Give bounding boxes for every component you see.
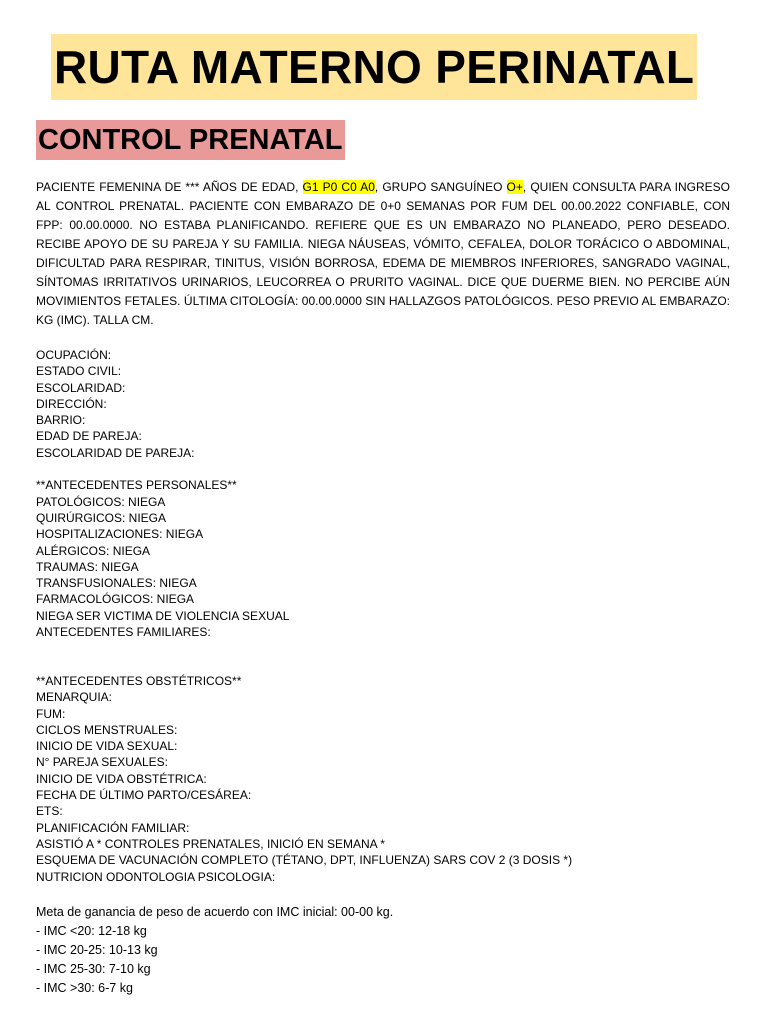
spacer	[36, 640, 730, 656]
social-line: DIRECCIÓN:	[36, 396, 107, 411]
obstetric-history-line: FECHA DE ÚLTIMO PARTO/CESÁREA:	[36, 788, 252, 803]
title-block	[51, 34, 697, 100]
weight-goal-heading: Meta de ganancia de peso de acuerdo con IMC inicial: 00-00 kg.	[36, 904, 394, 919]
obstetric-history-line: NUTRICION ODONTOLOGIA PSICOLOGIA:	[36, 869, 276, 884]
section-heading: CONTROL PRENATAL	[36, 120, 345, 160]
obstetric-history-line: MENARQUIA:	[36, 690, 113, 705]
social-line: ESCOLARIDAD:	[36, 380, 126, 395]
personal-history-line: TRAUMAS: NIEGA	[36, 559, 139, 574]
personal-history-line: HOSPITALIZACIONES: NIEGA	[36, 527, 204, 542]
obstetric-history-heading: **ANTECEDENTES OBSTÉTRICOS**	[36, 673, 242, 688]
social-line: BARRIO:	[36, 413, 86, 428]
blood-type-highlight: O+	[506, 180, 523, 194]
personal-history-line: QUIRÚRGICOS: NIEGA	[36, 510, 167, 525]
spacer	[36, 657, 730, 673]
intro-text-1: PACIENTE FEMENINA DE *** AÑOS DE EDAD,	[36, 180, 303, 194]
personal-history-line: PATOLÓGICOS: NIEGA	[36, 494, 166, 509]
document-title: RUTA MATERNO PERINATAL	[51, 34, 697, 100]
obstetric-history-line: ASISTIÓ A * CONTROLES PRENATALES, INICIÓ EN SEMANA *	[36, 836, 385, 851]
spacer	[36, 461, 730, 477]
weight-goal-item: - IMC 20-25: 10-13 kg	[36, 942, 158, 957]
gpca-highlight: G1 P0 C0 A0	[302, 180, 375, 194]
obstetric-history-line: INICIO DE VIDA OBSTÉTRICA:	[36, 771, 207, 786]
weight-goal-item: - IMC <20: 12-18 kg	[36, 923, 147, 938]
history-lines	[36, 347, 730, 885]
obstetric-history-line: ESQUEMA DE VACUNACIÓN COMPLETO (TÉTANO, DPT, INFLUENZA) SARS COV 2 (3 DOSIS *)	[36, 853, 573, 868]
subtitle-block	[36, 120, 345, 160]
personal-history-line: TRANSFUSIONALES: NIEGA	[36, 576, 197, 591]
intro-text-3: , QUIEN CONSULTA PARA INGRESO AL CONTROL PRENATAL. PACIENTE CON EMBARAZO DE 0+0 SEMANAS POR FUM DEL 00.00.2022 CONFIABLE, CON FPP: 00.00.0000. NO ESTABA PLANIFICANDO. REFIERE QUE ES UN EMBARAZO NO PLANEADO, PERO DESEADO. RECIBE APOYO DE SU PAREJA Y SU FAMILIA. NIEGA NÁUSEAS, VÓMITO, CEFALEA, DOLOR TORÁCICO O ABDOMINAL, DIFICULTAD PARA RESPIRAR, TINITUS, VISIÓN BORROSA, EDEMA DE MIEMBROS INFERIORES, SANGRADO VAGINAL, SÍNTOMAS IRRITATIVOS URINARIOS, LEUCORREA O PRURITO VAGINAL. DICE QUE DUERME BIEN. NO PERCIBE AÚN MOVIMIENTOS FETALES. ÚLTIMA CITOLOGÍA: 00.00.0000 SIN HALLAZGOS PATOLÓGICOS. PESO PREVIO AL EMBARAZO: KG (IMC). TALLA CM.	[36, 180, 730, 327]
obstetric-history-line: FUM:	[36, 706, 66, 721]
social-line: EDAD DE PAREJA:	[36, 429, 142, 444]
obstetric-history-line: N° PAREJA SEXUALES:	[36, 755, 168, 770]
social-line: ESTADO CIVIL:	[36, 364, 122, 379]
personal-history-line: ALÉRGICOS: NIEGA	[36, 543, 151, 558]
social-line: ESCOLARIDAD DE PAREJA:	[36, 445, 195, 460]
personal-history-line: FARMACOLÓGICOS: NIEGA	[36, 592, 195, 607]
obstetric-history-line: CICLOS MENSTRUALES:	[36, 722, 178, 737]
weight-gain-goal	[36, 903, 730, 998]
intro-paragraph	[36, 178, 730, 330]
document-body	[36, 178, 730, 998]
weight-goal-item: - IMC >30: 6-7 kg	[36, 980, 133, 995]
obstetric-history-line: PLANIFICACIÓN FAMILIAR:	[36, 820, 190, 835]
obstetric-history-line: ETS:	[36, 804, 63, 819]
personal-history-line: NIEGA SER VICTIMA DE VIOLENCIA SEXUAL	[36, 608, 290, 623]
personal-history-line: ANTECEDENTES FAMILIARES:	[36, 625, 211, 640]
social-line: OCUPACIÓN:	[36, 348, 112, 362]
personal-history-heading: **ANTECEDENTES PERSONALES**	[36, 478, 237, 493]
intro-text-2: , GRUPO SANGUÍNEO	[374, 180, 507, 194]
obstetric-history-line: INICIO DE VIDA SEXUAL:	[36, 739, 178, 754]
weight-goal-item: - IMC 25-30: 7-10 kg	[36, 961, 151, 976]
